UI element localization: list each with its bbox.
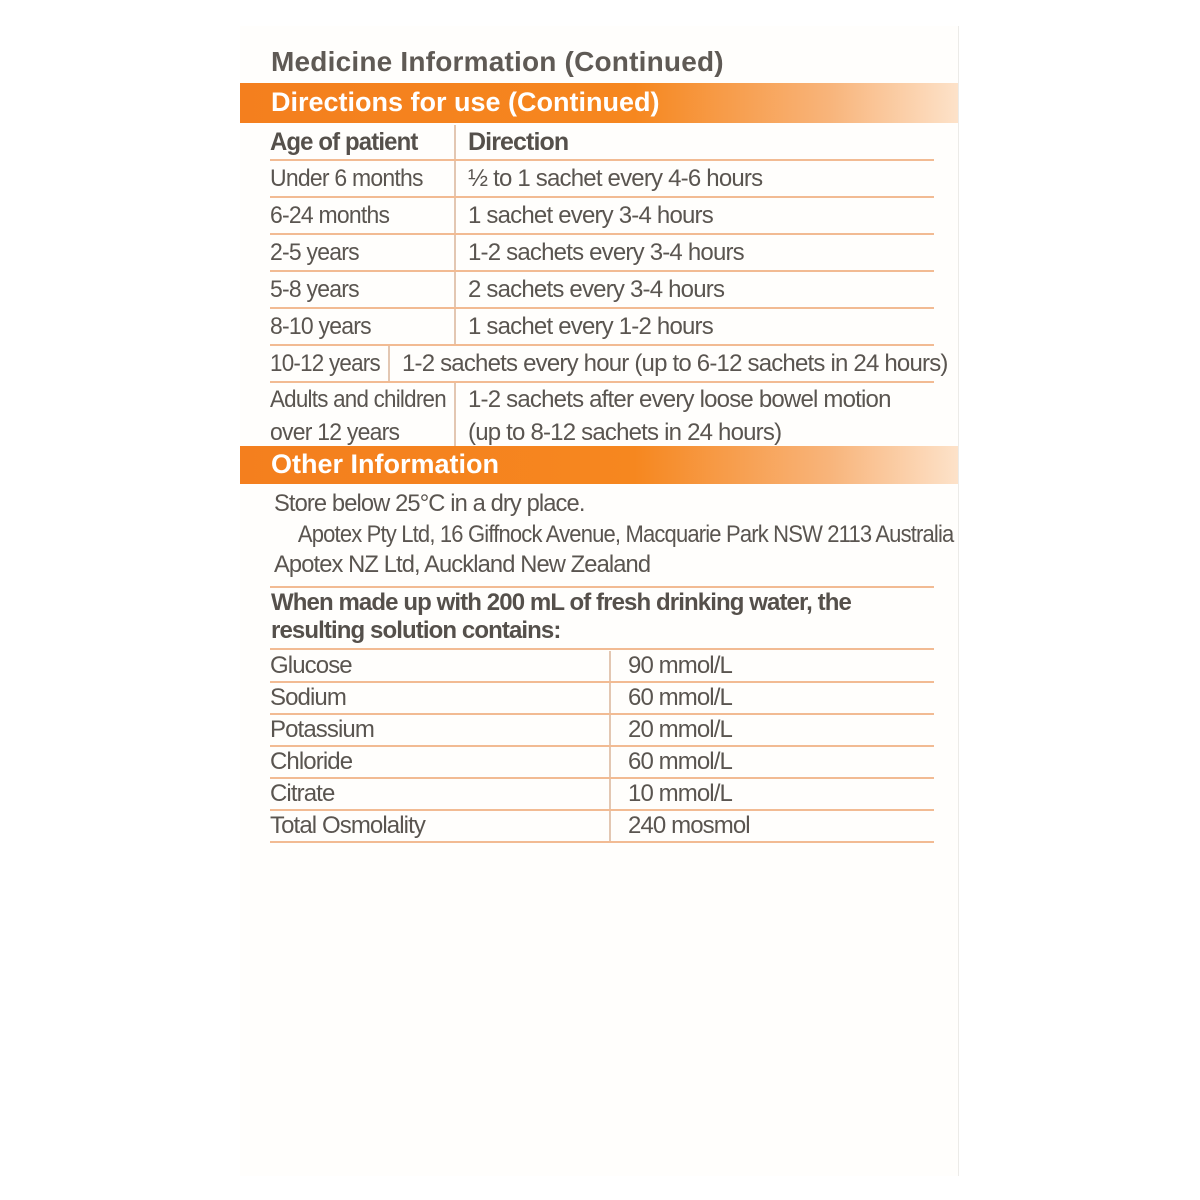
table-row (270, 198, 934, 235)
direction-cell-line: (up to 8-12 sachets in 24 hours) (468, 419, 782, 446)
direction-cell: 2 sachets every 3-4 hours (468, 276, 725, 303)
divider (270, 586, 934, 588)
ingredient-value: 240 mosmol (628, 812, 750, 839)
ingredient-name: Sodium (270, 684, 346, 711)
address-line: Apotex NZ Ltd, Auckland New Zealand (273, 551, 651, 578)
directions-heading-band (240, 83, 958, 123)
ingredient-value: 90 mmol/L (628, 652, 732, 679)
age-cell: Under 6 months (270, 165, 423, 192)
table-row (270, 651, 934, 683)
ingredient-value: 60 mmol/L (628, 748, 732, 775)
ingredient-name: Potassium (270, 716, 374, 743)
directions-heading: Directions for use (Continued) (271, 87, 660, 117)
composition-intro-line: When made up with 200 mL of fresh drinking water, the (271, 589, 851, 616)
age-cell: 5-8 years (270, 276, 359, 303)
age-cell-line: over 12 years (270, 419, 400, 446)
composition-table (270, 651, 934, 843)
direction-cell: ½ to 1 sachet every 4-6 hours (468, 165, 763, 192)
direction-cell: 1 sachet every 3-4 hours (468, 202, 713, 229)
age-cell: 2-5 years (270, 239, 359, 266)
table-row (270, 235, 934, 272)
direction-cell-line: 1-2 sachets after every loose bowel motion (468, 386, 891, 413)
direction-cell: 1 sachet every 1-2 hours (468, 313, 713, 340)
ingredient-name: Chloride (270, 748, 353, 775)
table-row (270, 161, 934, 198)
directions-table (270, 125, 948, 449)
table-row (270, 747, 934, 779)
table-row (270, 383, 934, 449)
table-row (270, 309, 934, 346)
ingredient-value: 10 mmol/L (628, 780, 732, 807)
address-line: Apotex Pty Ltd, 16 Giffnock Avenue, Macquarie Park NSW 2113 Australia (297, 521, 954, 548)
divider (270, 648, 934, 650)
age-cell: 10-12 years (270, 350, 380, 377)
table-row (270, 346, 948, 383)
table-row (270, 683, 934, 715)
ingredient-value: 20 mmol/L (628, 716, 732, 743)
table-row (270, 272, 934, 309)
direction-cell: 1-2 sachets every hour (up to 6-12 sachets in 24 hours) (401, 350, 948, 377)
direction-cell: 1-2 sachets every 3-4 hours (468, 239, 744, 266)
page-title: Medicine Information (Continued) (271, 46, 724, 77)
ingredient-name: Total Osmolality (270, 812, 425, 839)
age-cell-line: Adults and children (270, 386, 446, 413)
ingredient-name: Glucose (270, 652, 352, 679)
other-info-heading: Other Information (271, 449, 499, 479)
table-row (270, 811, 934, 843)
directions-table-header (270, 125, 934, 161)
column-header-age: Age of patient (270, 128, 418, 156)
other-info-heading-band (240, 446, 958, 484)
composition-intro (271, 589, 935, 645)
composition-intro-line: resulting solution contains: (271, 617, 561, 644)
ingredient-name: Citrate (270, 780, 335, 807)
age-cell: 6-24 months (270, 202, 390, 229)
column-header-direction: Direction (468, 128, 569, 156)
age-cell: 8-10 years (270, 313, 371, 340)
storage-text: Store below 25°C in a dry place. (273, 490, 585, 517)
ingredient-value: 60 mmol/L (628, 684, 732, 711)
table-row (270, 779, 934, 811)
table-row (270, 715, 934, 747)
other-info-section (270, 488, 954, 588)
